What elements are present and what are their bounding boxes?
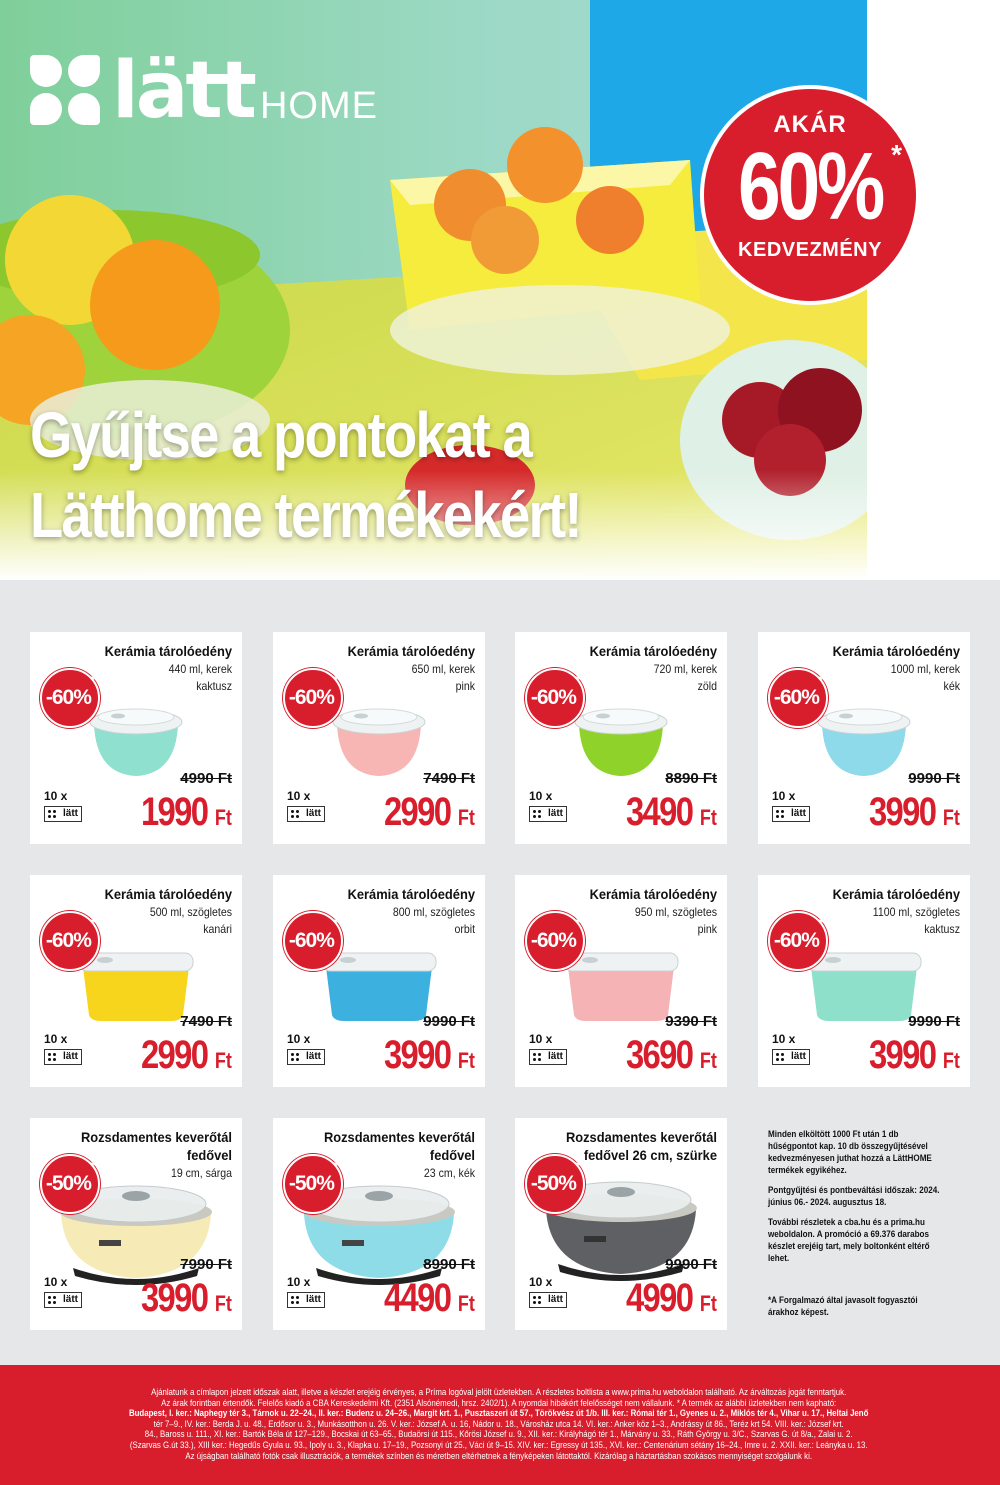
discount-value: -50% xyxy=(530,1172,576,1195)
points-quantity: 10 x xyxy=(772,789,796,803)
latt-points-logo-icon: lätt xyxy=(44,1049,82,1065)
brand-name: lätt xyxy=(112,46,254,136)
product-details: 19 cm, sárga xyxy=(170,1166,232,1180)
product-title xyxy=(538,642,717,660)
latt-points-logo-icon: lätt xyxy=(287,806,325,822)
price-currency: Ft xyxy=(214,1048,232,1073)
price-value: 3690 xyxy=(626,1033,693,1077)
old-price: 7990 Ft xyxy=(180,1256,232,1273)
price-currency: Ft xyxy=(214,1291,232,1316)
discount-star: * xyxy=(90,1160,95,1172)
product-card[interactable] xyxy=(273,632,485,844)
points-quantity: 10 x xyxy=(44,1032,68,1046)
product-title-line: Kerámia tárolóedény xyxy=(347,643,475,659)
badge-value: 60% xyxy=(737,133,883,240)
badge-star: * xyxy=(891,139,902,170)
product-title-line: Kerámia tárolóedény xyxy=(832,886,960,902)
discount-star: * xyxy=(818,917,823,929)
discount-badge xyxy=(40,911,100,971)
old-price: 7490 Ft xyxy=(423,770,475,787)
discount-star: * xyxy=(333,674,338,686)
promo-info xyxy=(768,1128,948,1326)
product-card[interactable] xyxy=(758,632,970,844)
product-title-line: Rozsdamentes keverőtál xyxy=(80,1129,232,1145)
old-price: 9390 Ft xyxy=(665,1013,717,1030)
discount-value: -60% xyxy=(288,686,334,709)
latt-points-logo-icon: lätt xyxy=(44,1292,82,1308)
price-currency: Ft xyxy=(942,1048,960,1073)
product-title-line: Rozsdamentes keverőtál xyxy=(323,1129,475,1145)
product-title xyxy=(53,885,232,903)
price-value: 3490 xyxy=(626,790,693,834)
price-currency: Ft xyxy=(699,805,717,830)
headline-line-2: Lätthome termékekért! xyxy=(30,479,581,551)
product-card[interactable] xyxy=(273,1118,485,1330)
price-currency: Ft xyxy=(457,1048,475,1073)
badge-top-text: AKÁR xyxy=(773,111,847,138)
product-card[interactable] xyxy=(515,632,727,844)
old-price: 9990 Ft xyxy=(908,770,960,787)
product-title xyxy=(781,885,960,903)
latt-points-logo-icon: lätt xyxy=(287,1292,325,1308)
points-quantity: 10 x xyxy=(529,1275,553,1289)
discount-badge xyxy=(768,668,828,728)
product-title-line: Kerámia tárolóedény xyxy=(589,643,717,659)
price-currency: Ft xyxy=(699,1048,717,1073)
latt-points-logo-icon: lätt xyxy=(44,806,82,822)
points-quantity: 10 x xyxy=(287,1032,311,1046)
product-title xyxy=(781,642,960,660)
discount-star: * xyxy=(575,1160,580,1172)
new-price xyxy=(141,1276,232,1326)
discount-star: * xyxy=(575,917,580,929)
discount-value: -50% xyxy=(288,1172,334,1195)
product-title xyxy=(296,642,475,660)
product-details: 440 ml, kerek kaktusz xyxy=(168,662,232,693)
discount-badge xyxy=(525,1154,585,1214)
info-paragraph-3: További részletek a cba.hu és a prima.hu weboldalon. A promóció a 69.376 darabos készlet erejéig tart, mely boltonként eltérő lehet. xyxy=(768,1217,930,1263)
hero-banner xyxy=(0,0,1000,580)
new-price xyxy=(384,1276,475,1326)
old-price: 8990 Ft xyxy=(423,1256,475,1273)
product-card[interactable] xyxy=(30,1118,242,1330)
discount-star: * xyxy=(333,1160,338,1172)
discount-badge xyxy=(283,668,343,728)
discount-badge xyxy=(525,668,585,728)
discount-value: -60% xyxy=(288,929,334,952)
product-details: 950 ml, szögletes pink xyxy=(634,905,717,936)
price-value: 2990 xyxy=(384,790,451,834)
info-paragraph-4: *A Forgalmazó által javasolt fogyasztói árakhoz képest. xyxy=(768,1295,918,1317)
new-price xyxy=(141,790,232,840)
price-currency: Ft xyxy=(457,805,475,830)
discount-value: -60% xyxy=(773,929,819,952)
price-value: 4490 xyxy=(384,1276,451,1320)
latt-points-logo-icon: lätt xyxy=(529,806,567,822)
product-card[interactable] xyxy=(758,875,970,1087)
product-card[interactable] xyxy=(273,875,485,1087)
discount-badge xyxy=(525,911,585,971)
product-details: 1100 ml, szögletes kaktusz xyxy=(872,905,960,936)
headline-line-1: Gyűjtse a pontokat a xyxy=(30,399,532,471)
product-title-line-2: fedővel xyxy=(429,1147,475,1163)
old-price: 8890 Ft xyxy=(665,770,717,787)
info-paragraph-2: Pontgyűjtési és pontbeváltási időszak: 2024. június 06.- 2024. augusztus 18. xyxy=(768,1185,940,1207)
info-paragraph-1: Minden elköltött 1000 Ft után 1 db hűségpontot kap. 10 db összegyűjtésével kedvezményesen juthat hozzá a LättHOME termékek egyikéhez. xyxy=(768,1129,932,1175)
new-price xyxy=(869,1033,960,1083)
old-price: 9990 Ft xyxy=(665,1256,717,1273)
product-title-line: Kerámia tárolóedény xyxy=(104,886,232,902)
product-title xyxy=(53,642,232,660)
legal-footer xyxy=(0,1365,1000,1485)
latt-points-logo-icon: lätt xyxy=(287,1049,325,1065)
product-card[interactable] xyxy=(515,875,727,1087)
product-details: 720 ml, kerek zöld xyxy=(653,662,717,693)
new-price xyxy=(869,790,960,840)
price-value: 3990 xyxy=(869,790,936,834)
discount-value: -60% xyxy=(530,686,576,709)
product-details: 650 ml, kerek pink xyxy=(411,662,475,693)
badge-bottom-text: KEDVEZMÉNY xyxy=(738,239,882,261)
discount-badge xyxy=(768,911,828,971)
discount-badge-main xyxy=(700,85,920,305)
discount-value: -60% xyxy=(773,686,819,709)
discount-star: * xyxy=(333,917,338,929)
price-value: 2990 xyxy=(141,1033,208,1077)
product-title-line: Kerámia tárolóedény xyxy=(104,643,232,659)
discount-badge xyxy=(283,1154,343,1214)
points-quantity: 10 x xyxy=(772,1032,796,1046)
points-quantity: 10 x xyxy=(287,1275,311,1289)
legal-line: Az árak forintban értendők. Felelős kiadó a CBA Kereskedelmi Kft. (2351 Alsónémedi, hrsz. 2402/1). A nyomdai hibákért felelősséget nem vállalunk. * A termék az alábbi üzletekben nem kapható: xyxy=(161,1397,837,1408)
legal-line: tér 7–9., IV. ker.: Berda J. u. 48., Erdősor u. 3., Munkásotthon u. 26. V. ker.: József A. u. 16, Nádor u. 18., Városház utca 14. VI. ker.: Anker köz 1–3., Andrássy út 86., Teréz krt 54. VIII. ker.: József krt. xyxy=(153,1418,844,1429)
legal-line: 84., Baross u. 111., XI. ker.: Bartók Béla út 127–129., Bocskai út 63–65., Budaörsi út 115., Kőrösi József u. 9., XII. ker.: Királyhágó tér 1., Márvány u. 33., Ráth György u. 3/C., Szarvas G. út 8/a., Zalai u. 2. xyxy=(144,1429,853,1440)
discount-value: -60% xyxy=(530,929,576,952)
old-price: 9990 Ft xyxy=(423,1013,475,1030)
legal-line: Budapest, I. ker.: Naphegy tér 3., Tárnok u. 22–24., II. ker.: Budenz u. 24–26., Margit krt. 1., Pusztaszeri út 57., Törökvész út 1/b. III. ker.: Római tér 1., Gyenes u. 2., Miklós tér 4., Vihar u. 17., Heltai Jenő xyxy=(128,1408,869,1419)
new-price xyxy=(626,1276,717,1326)
product-title-line-2: fedővel xyxy=(186,1147,232,1163)
new-price xyxy=(384,1033,475,1083)
discount-badge xyxy=(40,1154,100,1214)
price-value: 3990 xyxy=(869,1033,936,1077)
product-card[interactable] xyxy=(515,1118,727,1330)
price-currency: Ft xyxy=(214,805,232,830)
discount-value: -50% xyxy=(45,1172,91,1195)
old-price: 4990 Ft xyxy=(180,770,232,787)
product-details: 800 ml, szögletes orbit xyxy=(392,905,475,936)
price-value: 1990 xyxy=(141,790,208,834)
price-value: 4990 xyxy=(626,1276,693,1320)
discount-badge xyxy=(283,911,343,971)
discount-star: * xyxy=(575,674,580,686)
points-quantity: 10 x xyxy=(44,1275,68,1289)
legal-line: Ajánlatunk a címlapon jelzett időszak alatt, illetve a készlet erejéig érvényes, a Príma logóval jelölt üzletekben. A részletes boltlista a www.prima.hu weboldalon található. Az árváltozás jogát fenntartjuk. xyxy=(151,1387,847,1397)
discount-star: * xyxy=(818,674,823,686)
legal-line: Az újságban található fotók csak illusztrációk, a termékek színben és méretben eltérhetnek a fényképeken látottaktól. Kizárólag a háztartásban szokásos mennyiséget szolgálunk ki. xyxy=(185,1450,813,1461)
discount-value: -60% xyxy=(45,686,91,709)
product-title-line: Rozsdamentes keverőtál xyxy=(565,1129,717,1145)
new-price xyxy=(626,1033,717,1083)
new-price xyxy=(141,1033,232,1083)
latt-points-logo-icon: lätt xyxy=(529,1292,567,1308)
points-quantity: 10 x xyxy=(287,789,311,803)
discount-star: * xyxy=(90,674,95,686)
price-value: 3990 xyxy=(141,1276,208,1320)
price-currency: Ft xyxy=(699,1291,717,1316)
latt-home-logo xyxy=(30,46,378,136)
product-card[interactable] xyxy=(30,875,242,1087)
product-title xyxy=(538,885,717,903)
product-details: 500 ml, szögletes kanári xyxy=(149,905,232,936)
discount-badge xyxy=(40,668,100,728)
latt-points-logo-icon: lätt xyxy=(772,1049,810,1065)
old-price: 9990 Ft xyxy=(908,1013,960,1030)
points-quantity: 10 x xyxy=(44,789,68,803)
points-quantity: 10 x xyxy=(529,789,553,803)
old-price: 7490 Ft xyxy=(180,1013,232,1030)
price-currency: Ft xyxy=(942,805,960,830)
discount-value: -60% xyxy=(45,929,91,952)
brand-suffix: HOME xyxy=(259,85,378,127)
price-currency: Ft xyxy=(457,1291,475,1316)
latt-points-logo-icon: lätt xyxy=(529,1049,567,1065)
product-title-line: Kerámia tárolóedény xyxy=(832,643,960,659)
new-price xyxy=(384,790,475,840)
price-value: 3990 xyxy=(384,1033,451,1077)
latt-logo-mark-icon xyxy=(30,55,102,127)
discount-star: * xyxy=(90,917,95,929)
points-quantity: 10 x xyxy=(529,1032,553,1046)
product-title-line: Kerámia tárolóedény xyxy=(347,886,475,902)
product-title-line-2: fedővel 26 cm, szürke xyxy=(583,1147,717,1163)
legal-line: (Szarvas G.út 33.), XIII ker.: Hegedűs Gyula u. 93., Ipoly u. 3., Klapka u. 17–19., Pozsonyi út 25., Váci út 9–15. XIV. ker.: Egressy út 135., XVI. ker.: Centenárium sétány 16–24., Imre u. 2. XXII. ker.: Leányka u. 13. xyxy=(129,1439,868,1450)
latt-points-logo-icon: lätt xyxy=(772,806,810,822)
new-price xyxy=(626,790,717,840)
product-details: 1000 ml, kerek kék xyxy=(890,662,960,693)
product-title xyxy=(296,885,475,903)
legal-text xyxy=(20,1387,977,1461)
product-title-line: Kerámia tárolóedény xyxy=(589,886,717,902)
product-details: 23 cm, kék xyxy=(423,1166,475,1180)
product-card[interactable] xyxy=(30,632,242,844)
hero-headline xyxy=(30,395,693,555)
